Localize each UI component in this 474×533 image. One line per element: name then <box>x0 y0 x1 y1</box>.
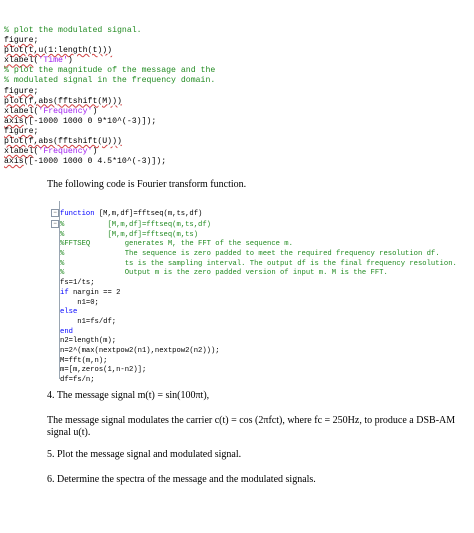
code-token: 'Frequency' <box>38 147 93 157</box>
code-token: xlabel <box>4 56 34 66</box>
code-line <box>4 26 215 36</box>
code-line <box>47 231 457 241</box>
code-token: ; <box>33 126 39 136</box>
question-4: 4. The message signal m(t) = sin(100πt), <box>47 390 210 401</box>
code-token: df=fs/n; <box>60 376 95 385</box>
code-token: % The sequence is zero padded to meet the required frequency resolution df. <box>60 250 440 259</box>
code-token: axis <box>4 116 24 126</box>
code-token: ; <box>33 36 39 46</box>
code-line <box>47 220 457 231</box>
code-token: M=fft(m,n); <box>60 356 108 365</box>
code-token: ) <box>92 147 98 157</box>
code-line <box>47 299 457 309</box>
code-token: nargin == 2 <box>68 288 121 297</box>
code-line <box>47 337 457 347</box>
top-code-block <box>4 26 215 167</box>
code-line <box>47 250 457 260</box>
code-line <box>4 76 215 86</box>
function-code-block <box>47 190 457 386</box>
code-token: ; <box>33 86 39 96</box>
code-token: ) <box>67 56 73 66</box>
code-token: xlabel <box>4 106 34 116</box>
question-6: 6. Determine the spectra of the message and the modulated signals. <box>47 474 316 485</box>
code-token: function <box>60 210 95 219</box>
code-token: %FFTSEQ generates M, the FFT of the sequence m. <box>60 240 293 249</box>
code-token: % <box>60 220 65 229</box>
code-token: if <box>60 288 69 297</box>
code-line <box>4 66 215 76</box>
code-token: 'Time' <box>38 56 68 66</box>
code-line <box>47 376 457 386</box>
code-line <box>4 107 215 117</box>
code-token: [M,m,df]=fftseq(m,ts,df) <box>64 220 211 229</box>
code-token: end <box>60 327 73 336</box>
code-token: n1=fs/df; <box>60 317 117 326</box>
code-line <box>47 328 457 338</box>
code-line <box>4 117 215 127</box>
code-token: [M,m,df]=fftseq(m,ts,df) <box>94 210 203 219</box>
code-token: % modulated signal in the frequency domain. <box>4 76 216 86</box>
code-token: else <box>60 308 78 317</box>
code-token: 'Frequency' <box>38 106 93 116</box>
code-token: plot(t,u(1:length(t))) <box>4 46 113 56</box>
code-line <box>4 56 215 66</box>
code-token: % <box>60 230 65 239</box>
code-line <box>4 46 215 56</box>
intro-text: The following code is Fourier transform function. <box>47 179 247 190</box>
code-token: ([-1000 1000 0 4.5*10^(-3)]); <box>23 157 167 167</box>
code-line <box>47 289 457 299</box>
code-line <box>47 357 457 367</box>
code-token: ([-1000 1000 0 9*10^(-3)]); <box>23 116 157 126</box>
code-token: n1=0; <box>60 298 99 307</box>
code-token: figure <box>4 36 34 46</box>
code-token: n2=length(m); <box>60 337 117 346</box>
carrier-description: The message signal modulates the carrier c(t) = cos (2πfct), where fc = 250Hz, to produce a DSB-AM signal u(t). <box>47 415 456 438</box>
code-token: ( <box>33 147 39 157</box>
code-line <box>4 127 215 137</box>
code-token: ( <box>33 106 39 116</box>
code-token: axis <box>4 157 24 167</box>
code-line <box>47 260 457 270</box>
fold-toggle-icon[interactable]: − <box>51 209 59 217</box>
code-token: m=[m,zeros(1,n-n2)]; <box>60 366 147 375</box>
code-token: % ts is the sampling interval. The output df is the final frequency resolution. <box>60 259 457 268</box>
code-line <box>4 97 215 107</box>
code-line <box>47 269 457 279</box>
code-line <box>47 308 457 318</box>
code-token: plot(f,abs(fftshift(U))) <box>4 137 122 147</box>
code-token: xlabel <box>4 147 34 157</box>
code-line <box>4 147 215 157</box>
fold-toggle-icon[interactable]: − <box>51 220 59 228</box>
code-token: n=2^(max(nextpow2(n1),nextpow2(n2))); <box>60 347 220 356</box>
code-token: % plot the magnitude of the message and the <box>4 66 216 76</box>
code-token: ( <box>33 56 39 66</box>
code-line <box>4 157 215 167</box>
code-line <box>47 279 457 289</box>
code-line <box>47 347 457 357</box>
code-token: % Output m is the zero padded version of input m. M is the FFT. <box>60 269 388 278</box>
code-token: % plot the modulated signal. <box>4 26 142 35</box>
code-token: fs=1/ts; <box>60 279 95 288</box>
code-token: figure <box>4 86 34 96</box>
code-line <box>47 318 457 328</box>
code-line <box>47 366 457 376</box>
code-token: [M,m,df]=fftseq(m,ts) <box>64 230 199 239</box>
question-5: 5. Plot the message signal and modulated signal. <box>47 449 242 460</box>
code-line <box>47 209 457 220</box>
code-line <box>4 87 215 97</box>
code-token: figure <box>4 126 34 136</box>
code-line <box>4 137 215 147</box>
code-token: ) <box>92 106 98 116</box>
code-line <box>47 240 457 250</box>
code-token: plot(f,abs(fftshift(M))) <box>4 96 122 106</box>
code-line <box>4 36 215 46</box>
